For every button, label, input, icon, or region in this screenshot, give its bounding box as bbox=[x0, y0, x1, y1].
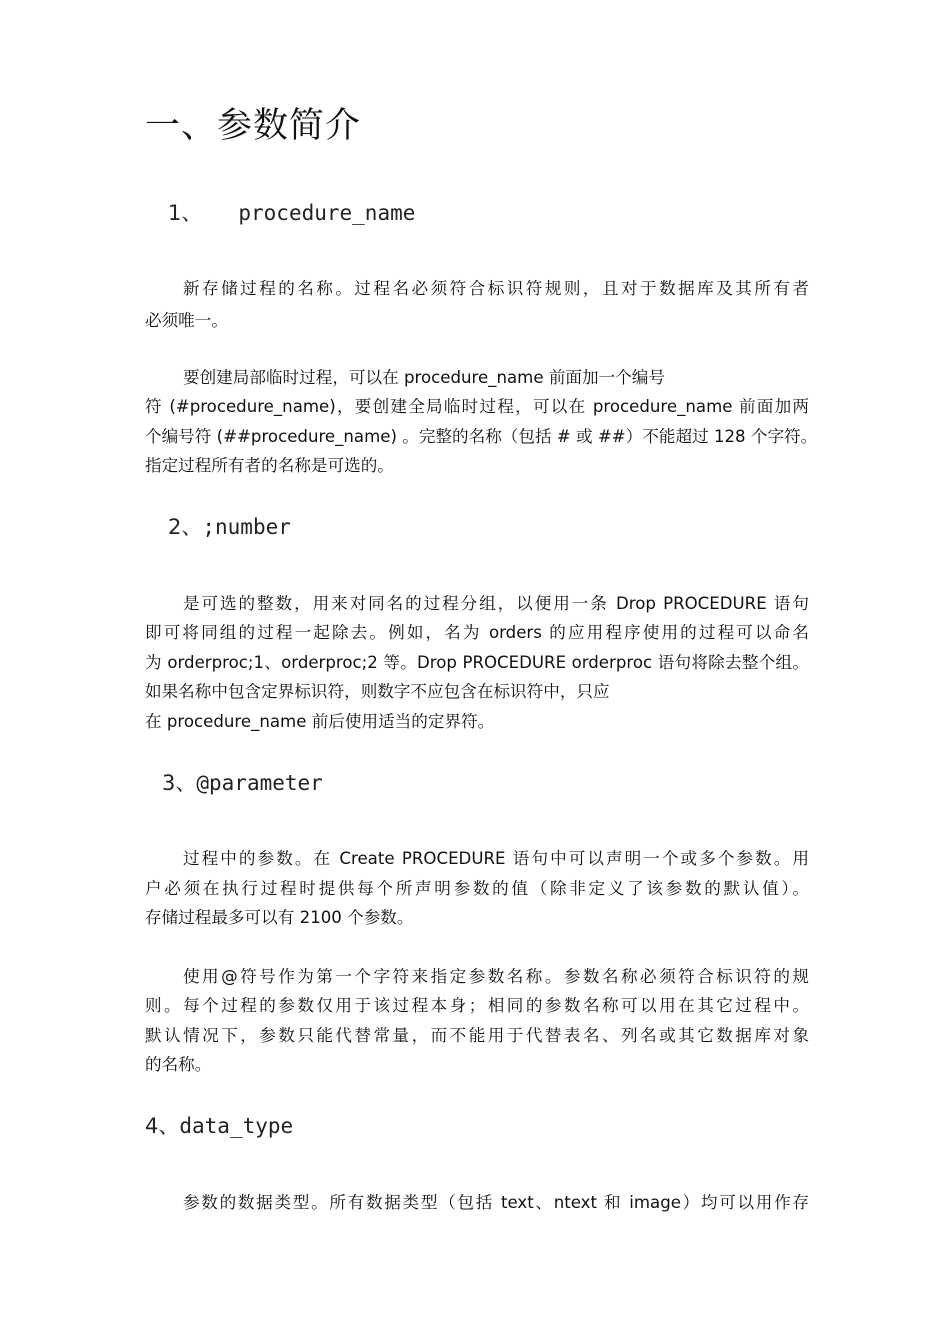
paragraph-line: 是可选的整数，用来对同名的过程分组，以便用一条 Drop PROCEDURE 语句 bbox=[183, 594, 809, 613]
section-heading-text: data_type bbox=[179, 1114, 294, 1138]
section-heading-parameter bbox=[162, 768, 323, 798]
paragraph-line: 指定过程所有者的名称是可选的。 bbox=[145, 456, 394, 475]
section-heading-number-param bbox=[168, 512, 291, 542]
paragraph-line: 的名称。 bbox=[145, 1055, 212, 1074]
paragraph-line: 即可将同组的过程一起除去。例如，名为 orders 的应用程序使用的过程可以命名 bbox=[145, 623, 809, 642]
paragraph-line: 新存储过程的名称。过程名必须符合标识符规则，且对于数据库及其所有者 bbox=[183, 279, 809, 298]
section-heading-procedure-name bbox=[168, 198, 415, 228]
section-heading-data-type bbox=[145, 1111, 293, 1141]
paragraph-line: 存储过程最多可以有 2100 个参数。 bbox=[145, 908, 414, 927]
paragraph-line: 默认情况下，参数只能代替常量，而不能用于代替表名、列名或其它数据库对象 bbox=[145, 1026, 809, 1045]
paragraph-line: 要创建局部临时过程，可以在 procedure_name 前面加一个编号 bbox=[183, 368, 665, 387]
paragraph-line: 过程中的参数。在 Create PROCEDURE 语句中可以声明一个或多个参数。用 bbox=[183, 849, 809, 868]
section-heading-text: procedure_name bbox=[238, 201, 416, 225]
paragraph-line: 则。每个过程的参数仅用于该过程本身；相同的参数名称可以用在其它过程中。 bbox=[145, 996, 809, 1015]
paragraph-line: 如果名称中包含定界标识符，则数字不应包含在标识符中，只应 bbox=[145, 682, 610, 701]
section-number: 2、 bbox=[168, 515, 203, 539]
section-number: 3、 bbox=[162, 771, 197, 795]
page-title: 一、参数简介 bbox=[145, 106, 362, 146]
paragraph-line: 使用@符号作为第一个字符来指定参数名称。参数名称必须符合标识符的规 bbox=[183, 967, 809, 986]
section-number: 4、 bbox=[145, 1114, 180, 1138]
section-number: 1、 bbox=[168, 201, 203, 225]
paragraph-line: 参数的数据类型。所有数据类型（包括 text、ntext 和 image）均可以用作存 bbox=[183, 1193, 809, 1212]
section-heading-text: @parameter bbox=[196, 771, 323, 795]
section-heading-text: ;number bbox=[202, 515, 291, 539]
paragraph-line: 在 procedure_name 前后使用适当的定界符。 bbox=[145, 712, 495, 731]
paragraph-line: 为 orderproc;1、orderproc;2 等。Drop PROCEDURE orderproc 语句将除去整个组。 bbox=[145, 653, 809, 672]
paragraph-line: 必须唯一。 bbox=[145, 311, 228, 330]
paragraph-line: 符 (#procedure_name)，要创建全局临时过程，可以在 procedure_name 前面加两 bbox=[145, 397, 809, 416]
paragraph-line: 户必须在执行过程时提供每个所声明参数的值（除非定义了该参数的默认值）。 bbox=[145, 879, 809, 898]
paragraph-line: 个编号符 (##procedure_name) 。完整的名称（包括 # 或 ##）不能超过 128 个字符。 bbox=[145, 427, 818, 446]
